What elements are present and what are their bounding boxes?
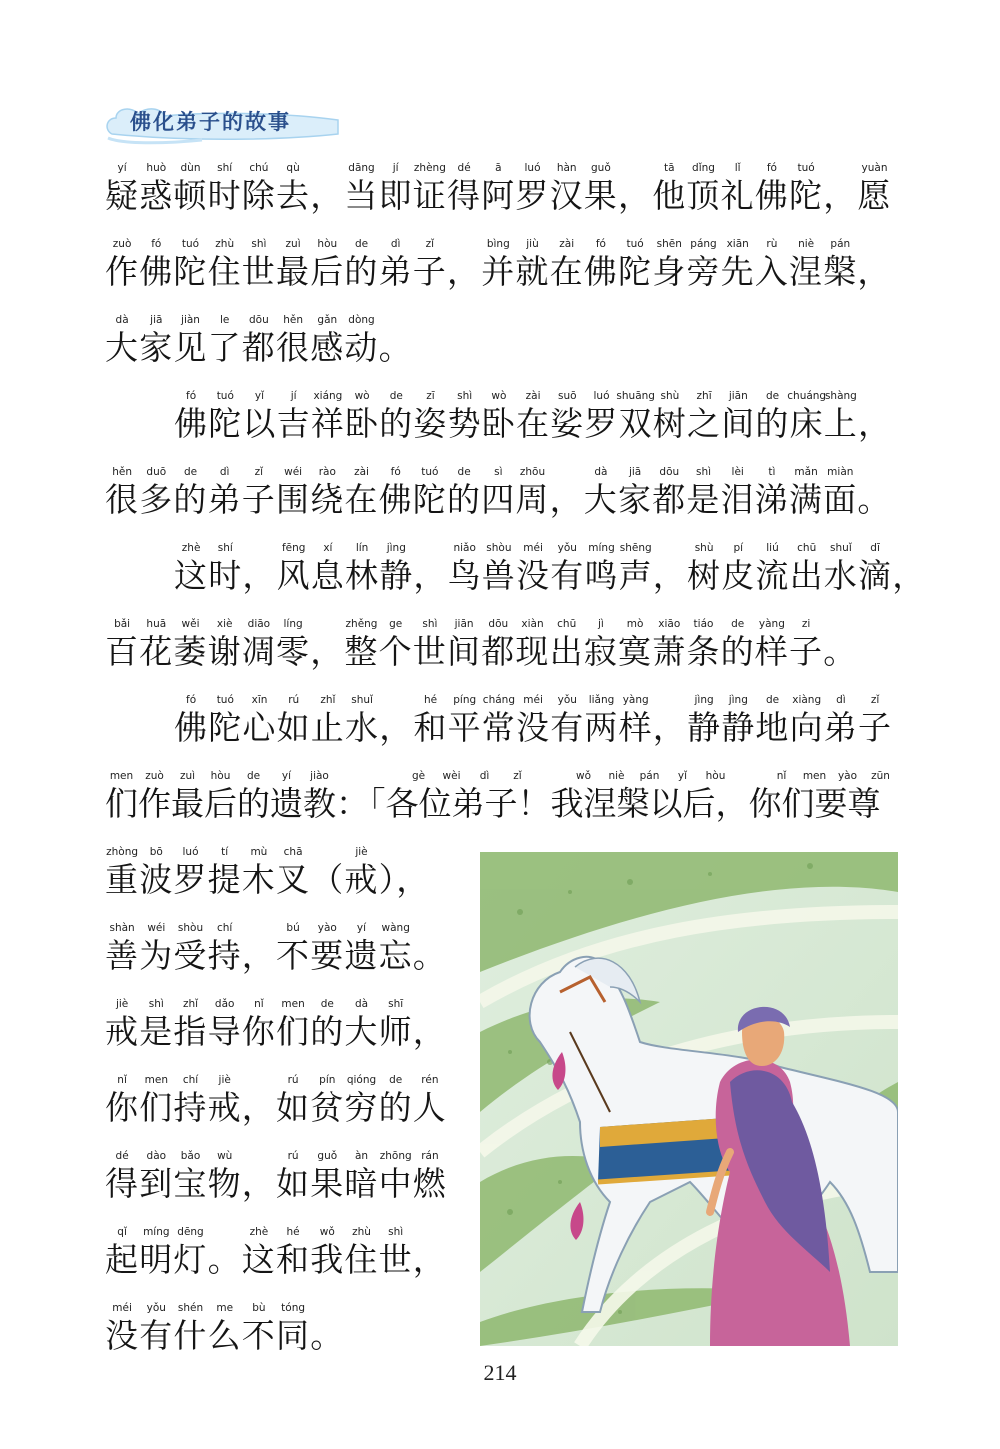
pinyin-syllable: huā	[146, 618, 167, 630]
pinyin-syllable: dùn	[180, 162, 201, 174]
hanzi-line: 没有什么不同。	[105, 1316, 345, 1355]
pinyin-syllable: jiā	[150, 314, 163, 326]
pinyin-syllable: jiè	[355, 846, 368, 858]
pinyin-syllable: fó	[151, 238, 162, 250]
pinyin-syllable: dào	[146, 1150, 167, 1162]
pinyin-syllable: zhǐ	[182, 998, 199, 1010]
pinyin-syllable: yào	[837, 770, 858, 782]
pinyin-syllable: hé	[423, 694, 438, 706]
pinyin-syllable: líng	[283, 618, 303, 630]
pinyin-syllable: jiā	[628, 466, 642, 478]
pinyin-syllable: shì	[148, 998, 164, 1010]
pinyin-syllable: dōu	[488, 618, 509, 630]
hanzi-line: 疑惑顿时除去，当即证得阿罗汉果，他顶礼佛陀，愿	[105, 176, 892, 215]
pinyin-syllable: de	[731, 618, 745, 630]
pinyin-syllable: tí	[221, 846, 229, 858]
pinyin-syllable: xí	[323, 542, 333, 554]
pinyin-syllable: hòu	[705, 770, 726, 782]
pinyin-syllable: pán	[639, 770, 660, 782]
pinyin-syllable: rù	[766, 238, 778, 250]
pinyin-syllable: bù	[252, 1302, 266, 1314]
pinyin-syllable: niǎo	[453, 542, 476, 554]
pinyin-syllable: chū	[557, 618, 577, 630]
pinyin-syllable: niè	[798, 238, 815, 250]
pinyin-syllable: luó	[182, 846, 199, 858]
pinyin-syllable: wéi	[284, 466, 303, 478]
pinyin-syllable: nǐ	[776, 770, 787, 782]
pinyin-syllable: hěn	[283, 314, 303, 326]
pinyin-syllable: tuó	[421, 466, 439, 478]
text-line	[105, 236, 902, 296]
text-line	[105, 1224, 457, 1284]
text-line	[105, 160, 902, 220]
pinyin-syllable: jiù	[526, 238, 539, 250]
pinyin-syllable: shēng	[619, 542, 652, 554]
pinyin-syllable: jiān	[728, 390, 748, 402]
hanzi-line: 重波罗提木叉（戒），	[105, 860, 431, 899]
pinyin-syllable: xiè	[216, 618, 233, 630]
pinyin-syllable: tiáo	[693, 618, 714, 630]
pinyin-syllable: zhōu	[519, 466, 546, 478]
pinyin-syllable: zài	[354, 466, 369, 478]
pinyin-syllable: pí	[733, 542, 744, 554]
text-line	[105, 920, 457, 980]
pinyin-syllable: hé	[286, 1226, 300, 1238]
pinyin-syllable: shòu	[177, 922, 204, 934]
pinyin-syllable: dòng	[348, 314, 375, 326]
pinyin-syllable: suō	[558, 390, 577, 402]
pinyin-syllable: shù	[694, 542, 714, 554]
pinyin-syllable: jiān	[454, 618, 474, 630]
pinyin-syllable: lǐ	[734, 162, 741, 174]
hanzi-line: 戒是指导你们的大师，	[105, 1012, 447, 1051]
pinyin-syllable: jiào	[310, 770, 329, 782]
pinyin-syllable: men	[802, 770, 827, 782]
hanzi-line: 得到宝物，如果暗中燃	[105, 1164, 447, 1203]
pinyin-syllable: ā	[495, 162, 502, 174]
pinyin-syllable: shù	[660, 390, 680, 402]
pinyin-syllable: zhè	[181, 542, 201, 554]
pinyin-syllable: de	[183, 466, 198, 478]
pinyin-syllable: hòu	[210, 770, 231, 782]
pinyin-syllable: qù	[286, 162, 300, 174]
pinyin-syllable: zhōng	[379, 1150, 412, 1162]
pinyin-syllable: shuǐ	[830, 542, 852, 554]
pinyin-syllable: liǎng	[588, 694, 615, 706]
pinyin-syllable: zhù	[215, 238, 235, 250]
pinyin-syllable: de	[389, 390, 403, 402]
pinyin-syllable: yí	[117, 162, 127, 174]
pinyin-syllable: shī	[388, 998, 404, 1010]
pinyin-syllable: zhèng	[413, 162, 446, 174]
pinyin-syllable: àn	[354, 1150, 369, 1162]
pinyin-syllable: nǐ	[117, 1074, 127, 1086]
pinyin-syllable: chí	[182, 1074, 199, 1086]
pinyin-syllable: gǎn	[317, 314, 338, 326]
pinyin-syllable: fó	[390, 466, 401, 478]
pinyin-syllable: zài	[525, 390, 541, 402]
pinyin-syllable: wù	[217, 1150, 233, 1162]
hanzi-line: 作佛陀住世最后的弟子，并就在佛陀身旁先入涅槃，	[105, 252, 892, 291]
pinyin-syllable: pán	[830, 238, 851, 250]
pinyin-syllable: yǒu	[557, 542, 577, 554]
pinyin-syllable: yǐ	[254, 390, 265, 402]
pinyin-syllable: fó	[186, 694, 197, 706]
pinyin-syllable: shuǐ	[351, 694, 373, 706]
pinyin-syllable: zuò	[145, 770, 164, 782]
pinyin-syllable: mù	[250, 846, 268, 858]
pinyin-syllable: zhòng	[106, 846, 139, 858]
text-line	[105, 1148, 457, 1208]
pinyin-syllable: dī	[870, 542, 880, 554]
pinyin-syllable: le	[219, 314, 230, 326]
text-line	[105, 1300, 354, 1360]
pinyin-syllable: hòu	[317, 238, 338, 250]
pinyin-syllable: zǐ	[870, 694, 880, 706]
pinyin-syllable: tóng	[281, 1302, 306, 1314]
pinyin-syllable: yí	[281, 770, 292, 782]
pinyin-syllable: dì	[836, 694, 846, 706]
pinyin-syllable: zuì	[285, 238, 301, 250]
pinyin-syllable: zǐ	[254, 466, 264, 478]
pinyin-syllable: jí	[392, 162, 399, 174]
pinyin-syllable: hěn	[112, 466, 132, 478]
pinyin-syllable: jìng	[694, 694, 714, 706]
text-line	[105, 312, 423, 372]
pinyin-syllable: wǒ	[575, 770, 592, 782]
pinyin-syllable: chū	[797, 542, 817, 554]
pinyin-syllable: pín	[319, 1074, 336, 1086]
pinyin-syllable: zǐ	[425, 238, 435, 250]
pinyin-syllable: rú	[287, 1150, 299, 1162]
pinyin-syllable: sì	[494, 466, 503, 478]
pinyin-syllable: men	[144, 1074, 168, 1086]
pinyin-syllable: shí	[217, 542, 233, 554]
pinyin-syllable: dōu	[659, 466, 680, 478]
pinyin-syllable: méi	[523, 542, 543, 554]
hanzi-line: 们作最后的遗教：「各位弟子！我涅槃以后，你们要尊	[105, 784, 881, 823]
pinyin-syllable: shì	[388, 1226, 404, 1238]
page-number: 214	[483, 1360, 517, 1385]
pinyin-syllable: rú	[287, 1074, 299, 1086]
pinyin-syllable: men	[109, 770, 134, 782]
pinyin-syllable: wò	[491, 390, 507, 402]
hanzi-line: 这时，风息林静，鸟兽没有鸣声，树皮流出水滴，	[174, 556, 927, 595]
pinyin-syllable: dēng	[177, 1226, 204, 1238]
pinyin-syllable: jì	[597, 618, 604, 630]
pinyin-syllable: de	[320, 998, 334, 1010]
pinyin-syllable: dōu	[249, 314, 269, 326]
pinyin-syllable: bǎo	[180, 1150, 201, 1162]
pinyin-syllable: tuó	[181, 238, 200, 250]
pinyin-syllable: yuàn	[861, 162, 888, 174]
pinyin-syllable: shuāng	[616, 390, 655, 402]
pinyin-syllable: mǎn	[794, 466, 818, 478]
pinyin-syllable: xiàn	[521, 618, 544, 630]
text-line	[105, 1072, 457, 1132]
pinyin-syllable: fēng	[281, 542, 306, 554]
pinyin-syllable: de	[246, 770, 261, 782]
pinyin-syllable: tì	[768, 466, 776, 478]
pinyin-syllable: shí	[217, 162, 233, 174]
pinyin-syllable: qióng	[346, 1074, 377, 1086]
pinyin-syllable: wéi	[147, 922, 166, 934]
pinyin-syllable: yǒu	[146, 1302, 166, 1314]
pinyin-syllable: yǒu	[557, 694, 577, 706]
pinyin-syllable: zhù	[352, 1226, 371, 1238]
hanzi-line: 佛陀心如止水，和平常没有两样，静静地向弟子	[174, 708, 893, 747]
pinyin-syllable: xiān	[726, 238, 749, 250]
pinyin-syllable: xīn	[251, 694, 268, 706]
text-line	[105, 768, 907, 828]
hanzi-line: 你们持戒，如贫穷的人	[105, 1088, 447, 1127]
pinyin-syllable: miàn	[827, 466, 854, 478]
pinyin-syllable: jiè	[115, 998, 129, 1010]
pinyin-syllable: méi	[112, 1302, 132, 1314]
pinyin-syllable: men	[281, 998, 305, 1010]
pinyin-syllable: dǎo	[214, 998, 235, 1010]
pinyin-syllable: shēn	[656, 238, 682, 250]
pinyin-syllable: fó	[186, 390, 197, 402]
text-line	[105, 996, 457, 1056]
pinyin-syllable: yàng	[622, 694, 649, 706]
pinyin-syllable: yí	[356, 922, 367, 934]
pinyin-syllable: tuó	[626, 238, 644, 250]
pinyin-syllable: de	[457, 466, 471, 478]
pinyin-syllable: zài	[559, 238, 575, 250]
pinyin-syllable: diāo	[247, 618, 271, 630]
pinyin-syllable: liú	[766, 542, 779, 554]
pinyin-syllable: zī	[426, 390, 435, 402]
pinyin-syllable: tā	[664, 162, 675, 174]
pinyin-syllable: bú	[286, 922, 300, 934]
pinyin-syllable: dì	[479, 770, 490, 782]
pinyin-syllable: shàn	[109, 922, 135, 934]
pinyin-syllable: wèi	[442, 770, 461, 782]
pinyin-syllable: xiāo	[658, 618, 681, 630]
pinyin-syllable: cháng	[482, 694, 515, 706]
hanzi-line: 善为受持，不要遗忘。	[105, 936, 447, 975]
pinyin-syllable: dé	[115, 1150, 129, 1162]
pinyin-syllable: wěi	[181, 618, 200, 630]
text-line	[174, 540, 936, 600]
pinyin-syllable: zuò	[112, 238, 132, 250]
pinyin-syllable: méi	[523, 694, 543, 706]
pinyin-syllable: jìng	[386, 542, 406, 554]
hanzi-line: 很多的弟子围绕在佛陀的四周，大家都是泪涕满面。	[105, 480, 892, 519]
pinyin-syllable: chā	[283, 846, 303, 858]
pinyin-syllable: dé	[457, 162, 471, 174]
pinyin-syllable: gè	[411, 770, 426, 782]
pinyin-syllable: bō	[149, 846, 163, 858]
pinyin-syllable: huò	[146, 162, 167, 174]
pinyin-syllable: zǐ	[513, 770, 522, 782]
pinyin-syllable: de	[765, 390, 780, 402]
text-line	[105, 464, 902, 524]
pinyin-syllable: míng	[588, 542, 615, 554]
pinyin-syllable: shén	[177, 1302, 204, 1314]
pinyin-syllable: fó	[595, 238, 606, 250]
pinyin-syllable: rú	[288, 694, 300, 706]
pinyin-syllable: dǐng	[692, 162, 715, 174]
hanzi-line: 大家见了都很感动。	[105, 328, 413, 367]
pinyin-syllable: wǒ	[319, 1226, 335, 1238]
pinyin-syllable: jí	[290, 390, 297, 402]
pinyin-syllable: zūn	[871, 770, 890, 782]
pinyin-syllable: bìng	[486, 238, 510, 250]
pinyin-syllable: fó	[766, 162, 777, 174]
pinyin-syllable: zhè	[249, 1226, 269, 1238]
section-title: 佛化弟子的故事	[130, 110, 291, 134]
hanzi-line: 起明灯。这和我住世，	[105, 1240, 447, 1279]
pinyin-syllable: qǐ	[117, 1226, 127, 1238]
text-line	[105, 616, 867, 676]
text-line	[174, 692, 902, 752]
pinyin-syllable: zhěng	[345, 618, 378, 630]
pinyin-syllable: yàng	[758, 618, 785, 630]
pinyin-syllable: rào	[318, 466, 336, 478]
pinyin-syllable: zhǐ	[320, 694, 336, 706]
hanzi-line: 佛陀以吉祥卧的姿势卧在娑罗双树之间的床上，	[174, 404, 893, 443]
pinyin-syllable: luó	[593, 390, 610, 402]
section-header	[102, 100, 342, 148]
pinyin-syllable: yǐ	[677, 770, 688, 782]
pinyin-syllable: dì	[219, 466, 230, 478]
pinyin-syllable: shòu	[486, 542, 512, 554]
pinyin-syllable: nǐ	[254, 998, 264, 1010]
pinyin-syllable: me	[216, 1302, 234, 1314]
pinyin-syllable: dāng	[348, 162, 375, 174]
pinyin-syllable: chí	[217, 922, 233, 934]
hanzi-line: 百花萎谢凋零，整个世间都现出寂寞萧条的样子。	[105, 632, 858, 671]
pinyin-syllable: guǒ	[591, 162, 611, 174]
pinyin-syllable: shì	[422, 618, 438, 630]
pinyin-syllable: xiáng	[313, 390, 343, 402]
text-line	[174, 388, 902, 448]
pinyin-syllable: lèi	[731, 466, 744, 478]
pinyin-syllable: tuó	[797, 162, 815, 174]
pinyin-syllable: shì	[251, 238, 267, 250]
pinyin-syllable: jiè	[218, 1074, 231, 1086]
pinyin-syllable: rén	[421, 1074, 439, 1086]
pinyin-syllable: niè	[608, 770, 625, 782]
pinyin-syllable: chú	[249, 162, 269, 174]
pinyin-syllable: shàng	[824, 390, 857, 402]
pinyin-syllable: shì	[457, 390, 473, 402]
pinyin-syllable: xiàng	[792, 694, 822, 706]
pinyin-syllable: dà	[115, 314, 129, 326]
pinyin-syllable: jiàn	[181, 314, 200, 326]
pinyin-syllable: de	[354, 238, 369, 250]
pinyin-syllable: shì	[695, 466, 712, 478]
buddha-disciple-horse-illustration	[480, 852, 898, 1346]
pinyin-syllable: dà	[354, 998, 369, 1010]
pinyin-syllable: zuì	[179, 770, 196, 782]
pinyin-syllable: jìng	[728, 694, 748, 706]
pinyin-syllable: ge	[389, 618, 403, 630]
pinyin-syllable: chuáng	[787, 390, 827, 402]
pinyin-syllable: de	[765, 694, 780, 706]
pinyin-syllable: míng	[143, 1226, 170, 1238]
pinyin-syllable: dà	[594, 466, 608, 478]
pinyin-syllable: dì	[390, 238, 401, 250]
pinyin-syllable: hàn	[556, 162, 577, 174]
pinyin-syllable: duō	[146, 466, 167, 478]
pinyin-syllable: tuó	[216, 694, 234, 706]
pinyin-syllable: de	[389, 1074, 403, 1086]
pinyin-syllable: tuó	[216, 390, 234, 402]
pinyin-syllable: rán	[421, 1150, 439, 1162]
pinyin-syllable: zhī	[696, 390, 712, 402]
pinyin-syllable: píng	[453, 694, 477, 706]
pinyin-syllable: luó	[524, 162, 541, 174]
pinyin-syllable: yào	[317, 922, 337, 934]
pinyin-syllable: bǎi	[114, 618, 131, 630]
text-line	[105, 844, 457, 904]
pinyin-syllable: lín	[355, 542, 369, 554]
pinyin-syllable: páng	[690, 238, 717, 250]
pinyin-syllable: guǒ	[317, 1150, 338, 1162]
pinyin-syllable: wàng	[381, 922, 410, 934]
pinyin-syllable: zi	[801, 618, 811, 630]
pinyin-syllable: wò	[354, 390, 370, 402]
pinyin-syllable: mò	[626, 618, 644, 630]
